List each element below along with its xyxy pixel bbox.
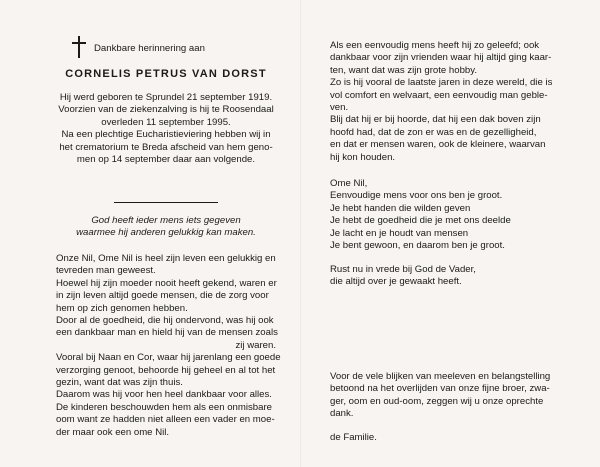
paragraph-line: en dat er mensen waren, ook de kleinere, waarvan xyxy=(330,139,546,151)
thanks-line: ger, oom en oud-oom, zeggen wij u onze oprechte xyxy=(330,395,544,407)
quote-line: God heeft ieder mens iets gegeven xyxy=(91,215,241,226)
paragraph-line: Als een eenvoudig mens heeft hij zo geleefd; ook xyxy=(330,40,540,51)
paragraph-line: dankbaar voor zijn vrienden waar hij altijd ging kaar- xyxy=(330,52,552,64)
poem-line: Je bent gewoon, en daarom ben je groot. xyxy=(330,240,505,252)
quote-block xyxy=(56,215,276,240)
tribute-line: tevreden man geweest. xyxy=(56,265,156,277)
tribute-line: zij waren. xyxy=(235,339,276,351)
section-divider xyxy=(114,202,218,203)
thanks-block xyxy=(330,371,575,421)
rest-line: Rust nu in vrede bij God de Vader, xyxy=(330,264,476,275)
paragraph-line: Blij dat hij er bij hoorde, dat hij een dak boven zijn xyxy=(330,114,541,126)
thanks-line: betoond na het overlijden van onze fijne broer, zwa- xyxy=(330,383,550,395)
bio-line: Hij werd geboren te Sprundel 21 september 1919. xyxy=(59,92,273,103)
poem-line: Ome Nil, xyxy=(330,178,368,189)
signature: de Familie. xyxy=(330,432,377,443)
tribute-line: Door al de goedheid, die hij ondervond, was hij ook xyxy=(56,315,274,327)
bio-line: overleden 11 september 1995. xyxy=(101,116,231,128)
tribute-block xyxy=(56,253,281,439)
paragraph-line: ven. xyxy=(330,102,349,114)
rest-line: die altijd over je gewaakt heeft. xyxy=(330,276,462,288)
card-fold xyxy=(299,0,301,467)
poem-block xyxy=(330,178,575,252)
paragraph-line: ten, want dat was zijn grote hobby. xyxy=(330,64,478,76)
tribute-line: der maar ook een ome Nil. xyxy=(56,426,170,438)
poem-line: Je hebt handen die wilden geven xyxy=(330,202,471,214)
header-row xyxy=(56,36,276,58)
quote-line: waarmee hij anderen gelukkig kan maken. xyxy=(76,227,256,239)
poem-line: Je hebt de goedheid die je met ons deelde xyxy=(330,215,511,227)
tribute-line: Hoewel hij zijn moeder nooit heeft gekend, waren er xyxy=(56,277,277,289)
bio-line: het crematorium te Breda afscheid van hem geno- xyxy=(59,141,273,153)
poem-line: Je lacht en je houdt van mensen xyxy=(330,227,469,239)
tribute-line: Daarom was hij voor hen heel dankbaar voor alles. xyxy=(56,389,272,401)
tribute-line: een dankbaar man en hield hij van de mensen zoals xyxy=(56,327,278,339)
poem-line: Eenvoudige mens voor ons ben je groot. xyxy=(330,190,503,202)
thanks-line: dank. xyxy=(330,408,354,420)
tribute-line: oom want ze hadden niet alleen een vader en moe- xyxy=(56,414,275,426)
cross-icon xyxy=(72,36,86,58)
bio-line: men op 14 september daar aan volgende. xyxy=(76,154,256,166)
bio-line: Na een plechtige Eucharistieviering hebben wij in xyxy=(61,129,271,141)
bio-block xyxy=(56,92,276,166)
paragraph-line: vol comfort en welvaart, een eenvoudig man geble- xyxy=(330,89,548,101)
tribute-line: gezin, want dat was zijn thuis. xyxy=(56,377,183,389)
rest-block xyxy=(330,264,575,289)
paragraph-line: hoofd had, dat de zon er was en de gezelligheid, xyxy=(330,126,537,138)
tribute-line: hem op zich genomen hebben. xyxy=(56,302,188,314)
tribute-line: Onze Nil, Ome Nil is heel zijn leven een gelukkig en xyxy=(56,253,276,264)
paragraph-line: hij kon houden. xyxy=(330,151,396,163)
paragraph-line: Zo is hij vooral de laatste jaren in deze wereld, die is xyxy=(330,77,553,89)
tribute-line: Vooral bij Naan en Cor, waar hij jarenlang een goede xyxy=(56,352,281,364)
bio-line: Voorzien van de ziekenzalving is hij te Roosendaal xyxy=(58,104,274,116)
header-text: Dankbare herinnering aan xyxy=(94,43,205,54)
life-paragraph xyxy=(330,40,575,164)
deceased-name: CORNELIS PETRUS VAN DORST xyxy=(65,68,267,80)
tribute-line: in zijn leven altijd goede mensen, die de zorg voor xyxy=(56,290,269,302)
tribute-line: De kinderen beschouwden hem als een onmisbare xyxy=(56,401,272,413)
tribute-line: verzorging genoot, behoorde hij geheel en al tot het xyxy=(56,364,276,376)
thanks-line: Voor de vele blijken van meeleven en belangstelling xyxy=(330,371,551,382)
